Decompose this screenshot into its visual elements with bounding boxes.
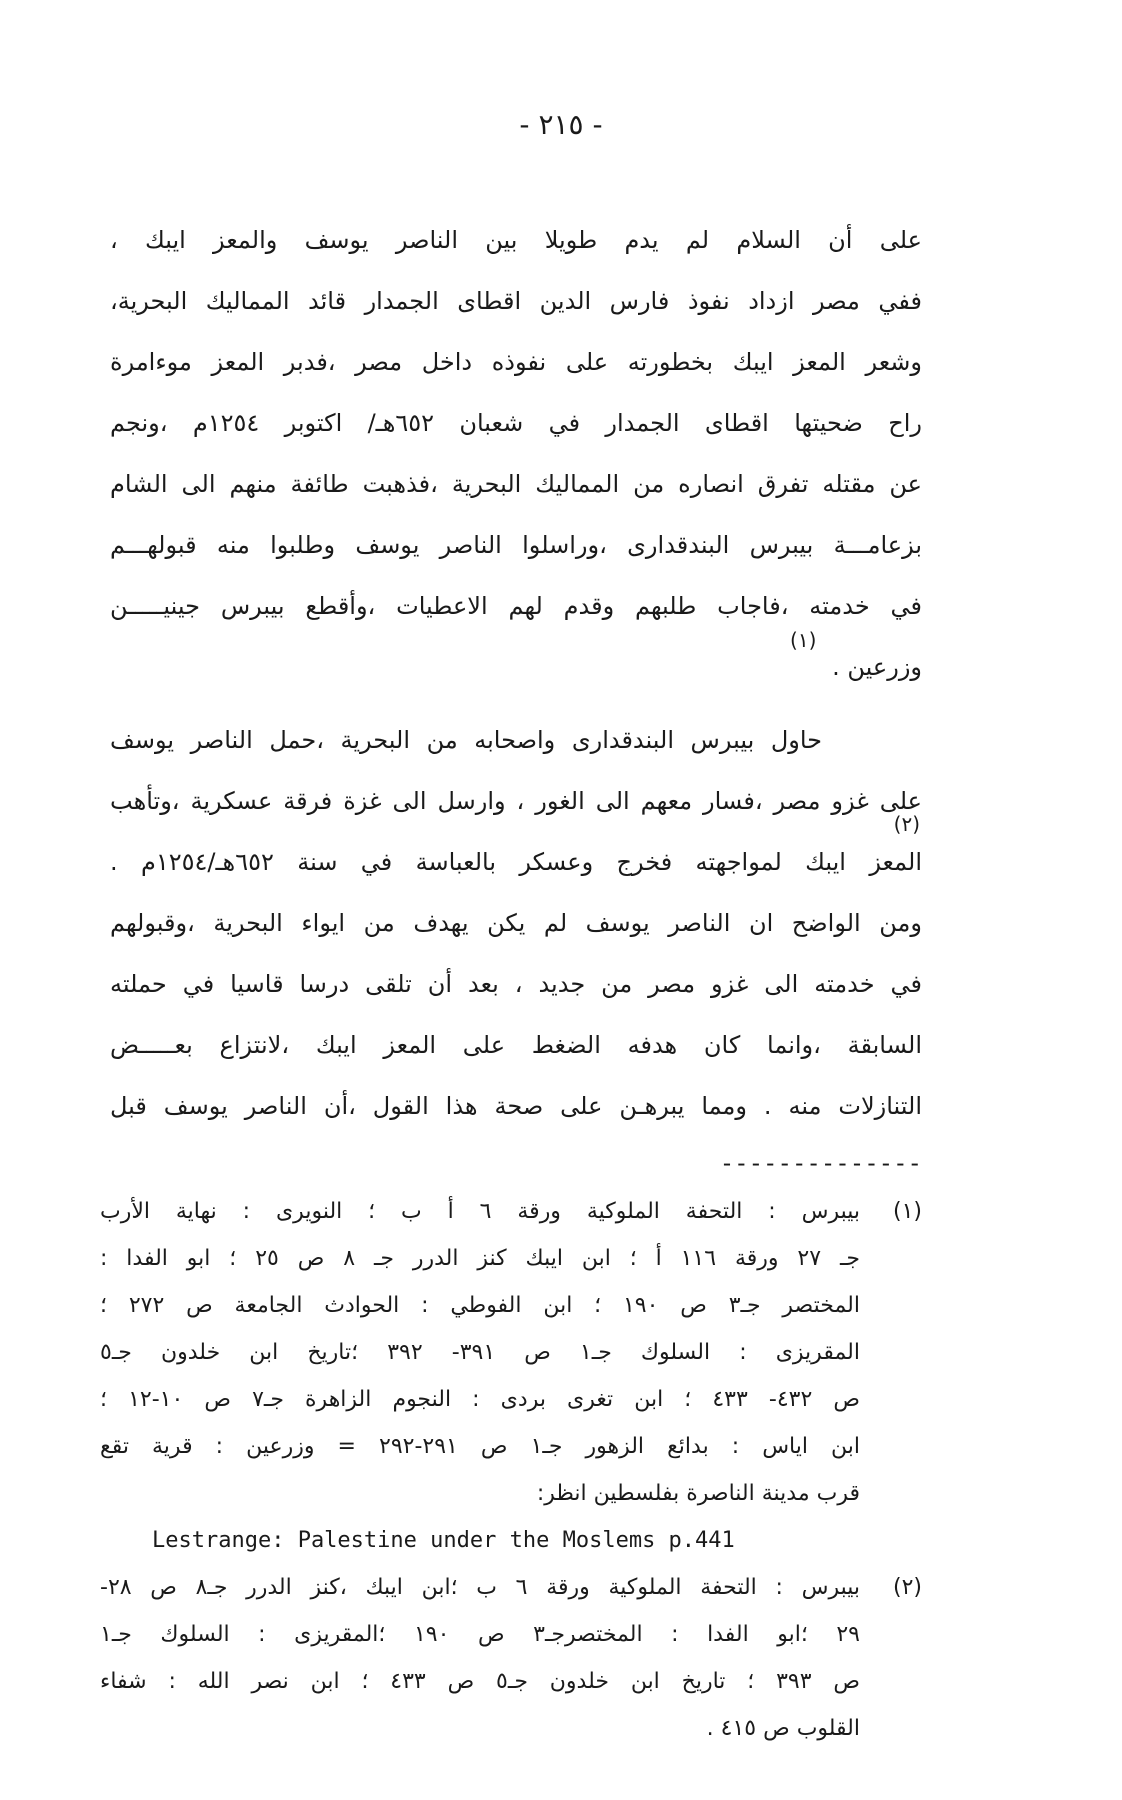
body-line: في خدمته ،فاجاب طلبهم وقدم لهم الاعطيات ،وأقطع بيبرس جينيـــــن	[110, 592, 922, 620]
footnotes	[100, 1188, 922, 1752]
footnote-line: قرب مدينة الناصرة بفلسطين انظر:	[536, 1481, 860, 1506]
body-line: المعز ايبك لمواجهته فخرج وعسكر بالعباسة في سنة ٦٥٢هـ/١٢٥٤م .	[110, 848, 922, 876]
footnote-line: ص ٤٣٢- ٤٣٣ ؛ ابن تغرى بردى : النجوم الزاهرة جـ٧ ص ١٠-١٢ ؛	[100, 1387, 860, 1412]
body-line: السابقة ،وانما كان هدفه الضغط على المعز ايبك ،لانتزاع بعـــــض	[110, 1031, 922, 1059]
body-line: على غزو مصر ،فسار معهم الى الغور ، وارسل الى غزة فرقة عسكرية ،وتأهب	[110, 787, 922, 815]
body-line: عن مقتله تفرق انصاره من المماليك البحرية ،فذهبت طائفة منهم الى الشام	[110, 470, 922, 498]
footnote-1	[100, 1188, 922, 1564]
footnote-reference-2: (٢)	[893, 812, 920, 836]
page-number: - ٢١٥ -	[519, 108, 603, 141]
body-line: التنازلات منه . ومما يبرهـن على صحة هذا القول ،أن الناصر يوسف قبل	[110, 1092, 922, 1120]
footnote-line: ص ٣٩٣ ؛ تاريخ ابن خلدون جـ٥ ص ٤٣٣ ؛ ابن نصر الله : شفاء	[100, 1669, 860, 1694]
footnote-separator: --------------	[719, 1149, 922, 1177]
body-line: وزرعين .	[832, 653, 922, 681]
paragraph-start-line: حاول بيبرس البندقدارى واصحابه من البحرية ،حمل الناصر يوسف	[110, 726, 822, 754]
footnote-line: المقريزى : السلوك جـ١ ص ٣٩١- ٣٩٢ ؛تاريخ ابن خلدون جـ٥	[100, 1340, 860, 1365]
footnote-latin-reference: Lestrange: Palestine under the Moslems p.441	[152, 1528, 735, 1553]
footnote-line: ٢٩ ؛ابو الفدا : المختصرجـ٣ ص ١٩٠ ؛المقريزى : السلوك جـ١	[100, 1622, 860, 1647]
footnote-line: المختصر جـ٣ ص ١٩٠ ؛ ابن الفوطي : الحوادث الجامعة ص ٢٧٢ ؛	[100, 1293, 860, 1318]
footnote-line: بيبرس : التحفة الملوكية ورقة ٦ ب ؛ابن ايبك ،كنز الدرر جـ٨ ص ٢٨-	[100, 1575, 860, 1600]
footnote-reference-1: (١)	[790, 628, 817, 652]
footnote-line: ابن اياس : بدائع الزهور جـ١ ص ٢٩١-٢٩٢ = وزرعين : قرية تقع	[100, 1434, 860, 1459]
body-line: وشعر المعز ايبك بخطورته على نفوذه داخل مصر ،فدبر المعز موءامرة	[110, 348, 922, 376]
body-line: بزعامـــة بيبرس البندقدارى ،وراسلوا الناصر يوسف وطلبوا منه قبولهـــم	[110, 531, 922, 559]
body-text	[110, 210, 922, 1137]
footnote-line: جـ ٢٧ ورقة ١١٦ أ ؛ ابن ايبك كنز الدرر جـ ٨ ص ٢٥ ؛ ابو الفدا :	[100, 1246, 860, 1271]
footnote-2	[100, 1564, 922, 1752]
footnote-number: (١)	[892, 1199, 922, 1224]
body-line: في خدمته الى غزو مصر من جديد ، بعد أن تلقى درسا قاسيا في حملته	[110, 970, 922, 998]
footnote-number: (٢)	[892, 1575, 922, 1600]
footnote-line: بيبرس : التحفة الملوكية ورقة ٦ أ ب ؛ النويرى : نهاية الأرب	[100, 1199, 860, 1224]
footnote-line: القلوب ص ٤١٥ .	[706, 1716, 860, 1741]
body-line: راح ضحيتها اقطاى الجمدار في شعبان ٦٥٢هـ/ اكتوبر ١٢٥٤م ،ونجم	[110, 409, 922, 437]
body-line: ومن الواضح ان الناصر يوسف لم يكن يهدف من ايواء البحرية ،وقبولهم	[110, 909, 922, 937]
body-line: على أن السلام لم يدم طويلا بين الناصر يوسف والمعز ايبك ،	[110, 226, 922, 254]
body-line: ففي مصر ازداد نفوذ فارس الدين اقطاى الجمدار قائد المماليك البحرية،	[110, 287, 922, 315]
